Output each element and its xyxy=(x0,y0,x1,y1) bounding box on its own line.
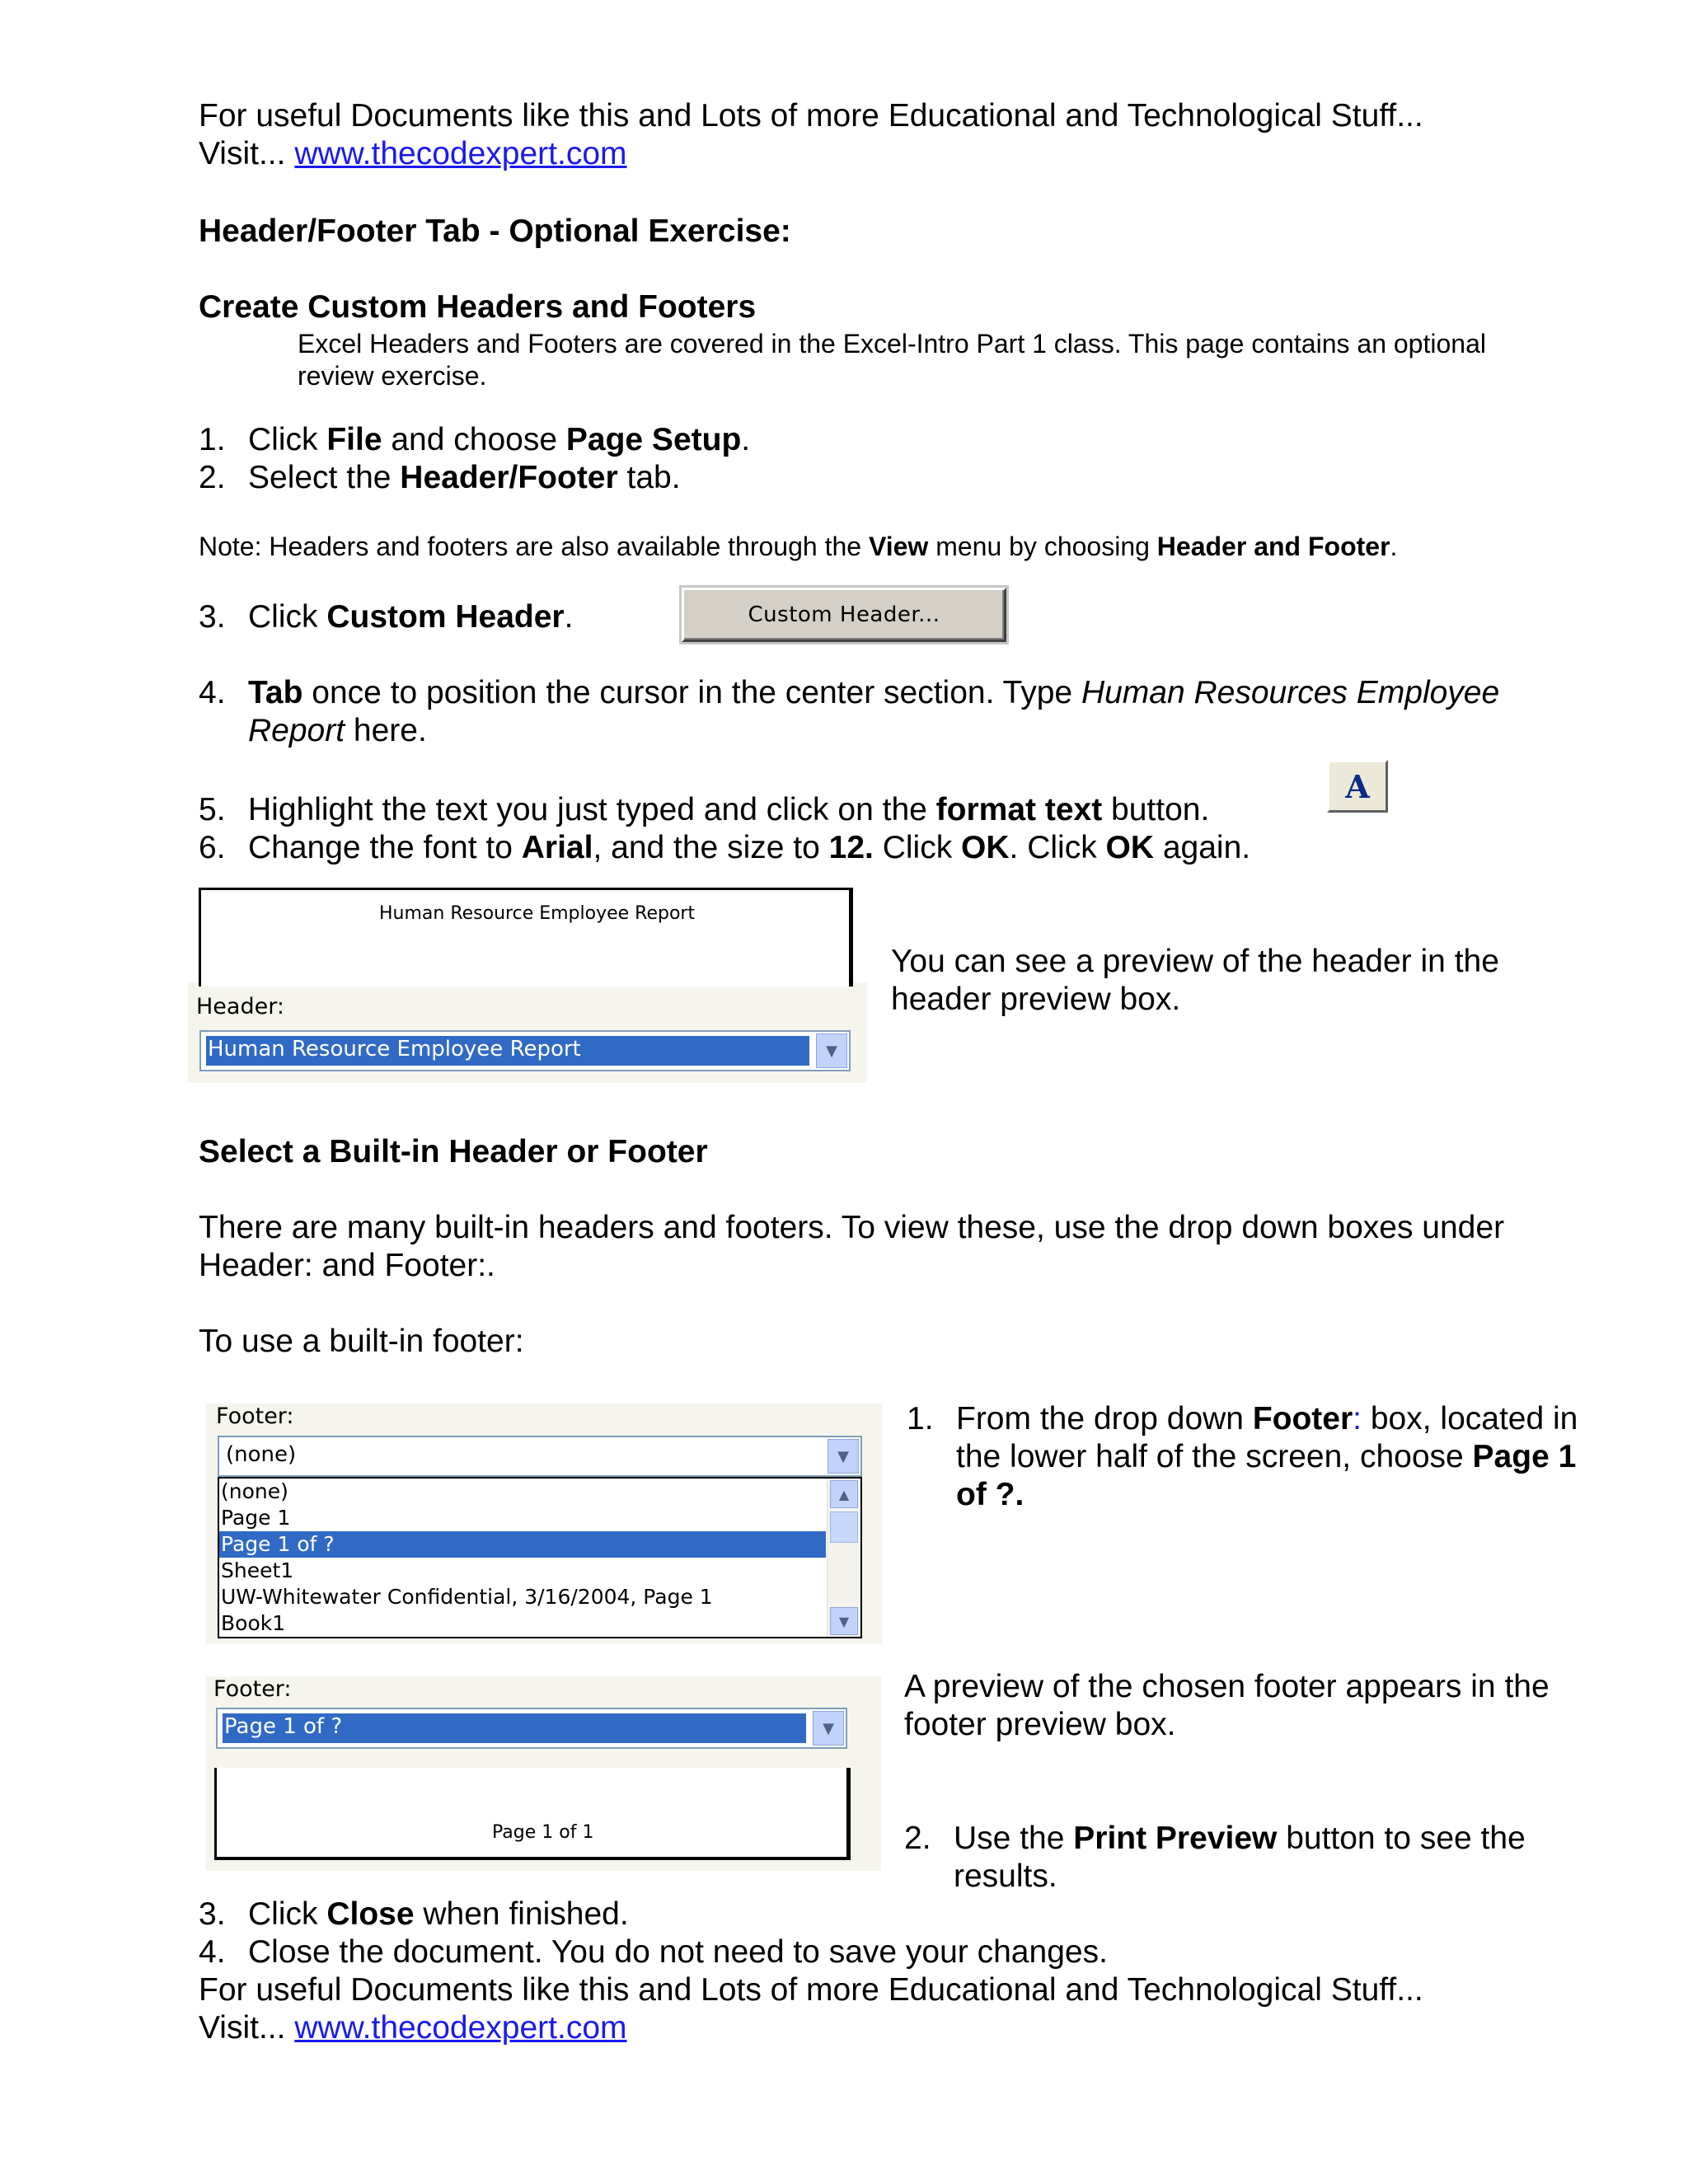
note xyxy=(199,530,1397,563)
step-6-ok: OK xyxy=(1105,830,1155,865)
promo-visit-label: Visit... xyxy=(199,2010,286,2046)
footer-step-1-text: the lower half of the screen, choose xyxy=(956,1439,1473,1474)
step-6 xyxy=(199,829,1250,867)
step-6-text: again. xyxy=(1154,830,1251,865)
footer-list-label: Footer: xyxy=(216,1404,294,1429)
promo-text: For useful Documents like this and Lots of more Educational and Technological Stuff... xyxy=(199,98,1423,134)
promo-link[interactable]: www.thecodexpert.com xyxy=(294,2010,627,2046)
footer-step-1-page-1: Page 1 xyxy=(1472,1439,1577,1474)
step-2-number: 2. xyxy=(199,460,226,495)
builtin-title: Select a Built-in Header or Footer xyxy=(199,1134,708,1169)
step-5-format-text: format text xyxy=(935,792,1103,827)
footer-step-3-close: Close xyxy=(326,1896,415,1932)
list-item[interactable]: (none) xyxy=(221,1479,288,1503)
header-combo[interactable] xyxy=(199,1030,851,1071)
builtin-desc-2: Header: and Footer:. xyxy=(199,1248,495,1283)
footer-combo[interactable] xyxy=(218,1436,862,1477)
footer-step-4-text: Close the document. You do not need to save your changes. xyxy=(248,1934,1108,1970)
chevron-down-icon[interactable]: ▼ xyxy=(828,1439,859,1474)
footer-step-1-text: box, located in xyxy=(1362,1401,1578,1436)
footer-step-2-text: button to see the xyxy=(1277,1821,1526,1856)
footer-preview-desc-2: footer preview box. xyxy=(904,1707,1176,1742)
footer-step-2-text: Use the xyxy=(954,1821,1074,1856)
footer-step-1-line-3: of ?. xyxy=(956,1477,1025,1512)
custom-header-button[interactable]: Custom Header... xyxy=(682,588,1006,642)
list-item[interactable]: Sheet1 xyxy=(221,1558,294,1582)
step-6-text: Change the font to xyxy=(248,830,522,865)
note-view: View xyxy=(868,532,929,561)
footer-dropdown-list[interactable] xyxy=(218,1477,862,1638)
intro-line-1: Excel Headers and Footers are covered in the Excel-Intro Part 1 class. This page contains an optional xyxy=(298,329,1486,359)
footer-step-2-line-2: results. xyxy=(954,1858,1057,1894)
footer-preview-box xyxy=(214,1768,851,1860)
scroll-up-icon[interactable]: ▲ xyxy=(830,1480,858,1508)
step-1 xyxy=(199,421,750,459)
step-2-header-footer: Header/Footer xyxy=(400,460,618,495)
step-4-tab: Tab xyxy=(248,675,303,710)
list-item-selected[interactable]: Page 1 of ? xyxy=(219,1531,826,1558)
footer-step-1-number: 1. xyxy=(907,1401,934,1436)
footer-step-3 xyxy=(199,1896,629,1933)
header-combo-value: Human Resource Employee Report xyxy=(206,1036,809,1066)
step-5 xyxy=(199,791,1209,829)
scroll-thumb[interactable] xyxy=(830,1511,858,1543)
footer-label: Footer: xyxy=(213,1676,292,1702)
step-6-text: , and the size to xyxy=(593,830,829,865)
scroll-down-icon[interactable]: ▼ xyxy=(830,1607,858,1635)
to-use-text: To use a built-in footer: xyxy=(199,1324,524,1359)
scrollbar[interactable] xyxy=(827,1479,860,1637)
step-4-line-2 xyxy=(248,712,427,750)
step-6-ok: OK xyxy=(961,830,1010,865)
format-text-button[interactable]: A xyxy=(1327,760,1388,813)
step-4-line-1 xyxy=(199,674,1499,712)
step-4-text: once to position the cursor in the center section. Type xyxy=(302,675,1081,710)
footer-step-2-line-1 xyxy=(904,1820,1526,1858)
footer-combo-value: (none) xyxy=(226,1442,297,1467)
step-2-text: tab. xyxy=(617,460,681,495)
promo-visit-line-bottom xyxy=(199,2009,627,2047)
promo-visit-label: Visit... xyxy=(199,136,286,171)
step-3-text: . xyxy=(564,599,574,635)
step-3 xyxy=(199,598,573,636)
footer-step-3-text: when finished. xyxy=(414,1896,629,1932)
note-text: Note: Headers and footers are also available through the xyxy=(199,532,869,561)
header-label: Header: xyxy=(196,994,284,1019)
list-item[interactable]: Page 1 xyxy=(221,1506,291,1530)
step-6-text: Click xyxy=(873,830,962,865)
header-preview-text: Human Resource Employee Report xyxy=(379,903,696,924)
note-header-and-footer: Header and Footer xyxy=(1156,532,1390,561)
footer-step-2-number: 2. xyxy=(904,1821,931,1856)
subtitle: Create Custom Headers and Footers xyxy=(199,289,757,325)
footer-step-1-footer: Footer xyxy=(1252,1401,1353,1436)
footer-step-1-colon: : xyxy=(1353,1401,1362,1436)
chevron-down-icon[interactable]: ▼ xyxy=(813,1711,844,1746)
step-1-text: Click xyxy=(248,422,327,457)
step-2-text: Select the xyxy=(248,460,401,495)
chevron-down-icon[interactable]: ▼ xyxy=(816,1033,847,1068)
section-title: Header/Footer Tab - Optional Exercise: xyxy=(199,213,791,249)
footer-preview-combo[interactable] xyxy=(216,1708,847,1749)
builtin-desc-1: There are many built-in headers and footers. To view these, use the drop down boxes under xyxy=(199,1210,1505,1245)
footer-step-3-number: 3. xyxy=(199,1896,226,1932)
step-6-text: . Click xyxy=(1009,830,1106,865)
promo-visit-line xyxy=(199,135,627,173)
note-text: menu by choosing xyxy=(928,532,1157,561)
footer-preview-desc-1: A preview of the chosen footer appears in the xyxy=(904,1669,1550,1704)
step-1-text: and choose xyxy=(382,422,566,457)
step-3-number: 3. xyxy=(199,599,226,635)
step-3-text: Click xyxy=(248,599,327,635)
step-3-custom-header: Custom Header xyxy=(326,599,565,635)
step-4-text: here. xyxy=(345,713,427,748)
promo-link[interactable]: www.thecodexpert.com xyxy=(294,136,627,171)
note-text: . xyxy=(1390,532,1398,561)
footer-step-1-text: From the drop down xyxy=(956,1401,1253,1436)
step-4-number: 4. xyxy=(199,675,226,710)
footer-preview-combo-value: Page 1 of ? xyxy=(223,1713,806,1743)
step-1-text: . xyxy=(741,422,751,457)
step-1-page-setup: Page Setup xyxy=(565,422,742,457)
header-preview-desc-2: header preview box. xyxy=(891,982,1181,1017)
footer-step-4-number: 4. xyxy=(199,1934,226,1970)
header-preview-box xyxy=(199,888,853,987)
step-4-italic: Report xyxy=(248,713,345,748)
step-6-number: 6. xyxy=(199,830,226,865)
step-1-file: File xyxy=(326,422,382,457)
footer-step-2-print-preview: Print Preview xyxy=(1073,1821,1278,1856)
step-6-arial: Arial xyxy=(521,830,593,865)
step-4-italic: Human Resources Employee xyxy=(1081,675,1500,710)
step-5-text: Highlight the text you just typed and click on the xyxy=(248,792,936,827)
list-item[interactable]: UW-Whitewater Confidential, 3/16/2004, Page 1 xyxy=(221,1585,713,1609)
footer-step-1-line-1 xyxy=(907,1400,1578,1438)
header-preview-desc-1: You can see a preview of the header in the xyxy=(891,944,1499,979)
footer-step-3-text: Click xyxy=(248,1896,327,1932)
step-1-number: 1. xyxy=(199,422,226,457)
step-5-text: button. xyxy=(1102,792,1210,827)
step-5-number: 5. xyxy=(199,792,226,827)
step-2 xyxy=(199,459,681,497)
promo-text-bottom: For useful Documents like this and Lots of more Educational and Technological Stuff... xyxy=(199,1972,1423,2008)
list-item[interactable]: Book1 xyxy=(221,1611,286,1635)
step-6-size: 12. xyxy=(828,830,874,865)
footer-step-1-line-2 xyxy=(956,1438,1576,1476)
footer-step-4 xyxy=(199,1933,1108,1971)
intro-line-2: review exercise. xyxy=(298,361,487,391)
footer-preview-text: Page 1 of 1 xyxy=(492,1822,594,1843)
